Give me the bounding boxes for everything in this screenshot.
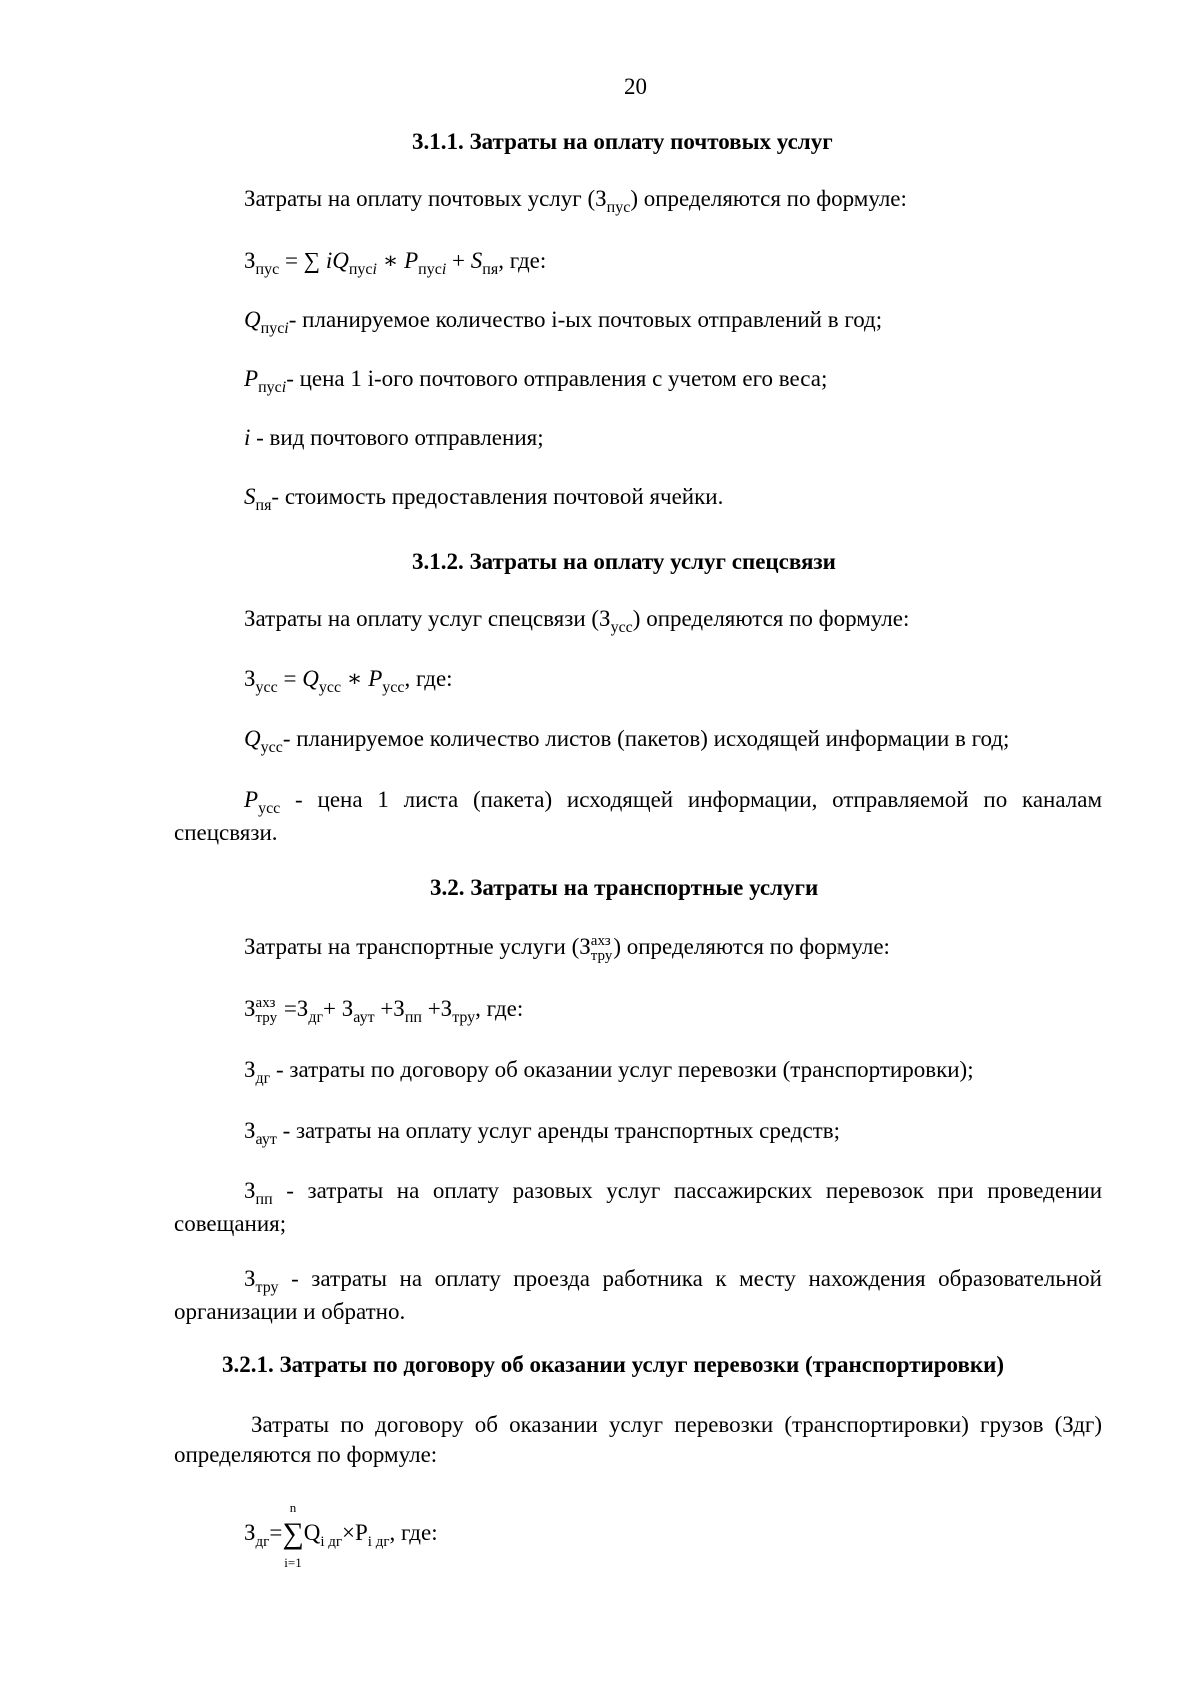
s311-formula: $З_{пус}$ = ∑ $iQ_{пусi}$ ∗ $P_{пусi} + S_{пя}$, где:: [244, 248, 547, 278]
s321-formula: $З_{дг}=$ n ∑ i=1 $Q_{i дг}\times P_{i дг}$, где:: [244, 1499, 438, 1570]
s32-def-tru: $З_{тру}$ - затраты на оплату проезда работника к месту нахождения образовательной организации и обратно.: [174, 1266, 1102, 1324]
s311-def-s: $S_{пя}-$ стоимость предоставления почтовой ячейки.: [244, 484, 724, 514]
s312-def-p: $P_{усс}$ - цена 1 листа (пакета) исходящей информации, отправляемой по каналам спецсвязи.: [174, 787, 1102, 845]
heading-3-2-1: 3.2.1. Затраты по договору об оказании услуг перевозки (транспортировки): [222, 1352, 1005, 1377]
s312-def-q: $Q_{усс}-$ планируемое количество листов (пакетов) исходящей информации в год;: [244, 726, 1010, 756]
s311-def-i: i - вид почтового отправления;: [244, 425, 544, 450]
heading-3-1-1: 3.1.1. Затраты на оплату почтовых услуг: [412, 129, 833, 154]
s311-def-p: $P_{пусi}-$ цена 1 i-ого почтового отправления с учетом его веса;: [244, 366, 828, 396]
page-number: 20: [624, 74, 647, 99]
heading-3-1-2: 3.1.2. Затраты на оплату услуг спецсвязи: [412, 549, 836, 574]
s32-intro: Затраты на транспортные услуги (Захз тру) определяются по формуле:: [244, 932, 890, 964]
s32-formula: Захз тру $=З_{дг}+ З_{аут} +З_{пп} +З_{тру}$, где:: [244, 994, 524, 1026]
s32-def-pp: $З_{пп}$ - затраты на оплату разовых услуг пассажирских перевозок при проведении совещания;: [174, 1178, 1102, 1236]
s32-def-aut: $З_{аут}$ - затраты на оплату услуг аренды транспортных средств;: [244, 1118, 840, 1148]
s32-def-dg: $З_{дг}$ - затраты по договору об оказании услуг перевозки (транспортировки);: [244, 1057, 974, 1087]
heading-3-2: 3.2. Затраты на транспортные услуги: [430, 875, 819, 900]
s321-intro: Затраты по договору об оказании услуг перевозки (транспортировки) грузов (Здг) определяются по формуле:: [174, 1412, 1102, 1467]
s311-def-q: $Q_{пусi}-$ планируемое количество i-ых почтовых отправлений в год;: [244, 307, 883, 337]
s311-intro: Затраты на оплату почтовых услуг $(З_{пус})$ определяются по формуле:: [244, 186, 907, 216]
s312-formula: $З_{усс} = Q_{усс}$ ∗ $P_{усс}$, где:: [244, 666, 453, 696]
s312-intro: Затраты на оплату услуг спецсвязи $(З_{усс})$ определяются по формуле:: [244, 606, 910, 636]
